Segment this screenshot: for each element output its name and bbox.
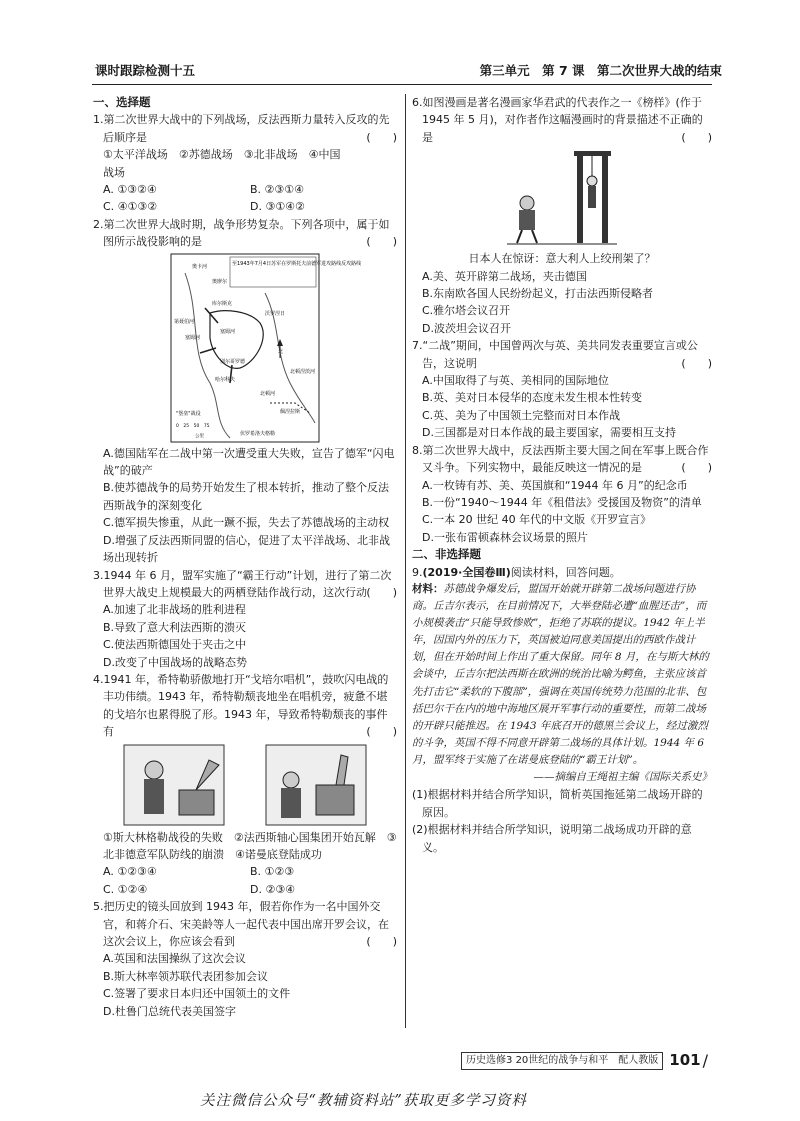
q1-option-c: C. ④①③②	[103, 200, 158, 214]
map-label-seim-river: 塞姆河	[185, 334, 201, 341]
question-1	[93, 111, 397, 215]
map-label-kursk: 库尔斯克	[212, 300, 233, 307]
q6-option-c: C.雅尔塔会议召开	[422, 304, 511, 318]
map-label-voronezh: 沃罗涅日	[265, 310, 286, 317]
footer-slash: /	[702, 1051, 708, 1071]
header-rule	[92, 84, 712, 85]
question-6	[412, 94, 712, 337]
q4-cartoon-1941	[124, 745, 224, 825]
left-column	[93, 94, 397, 1020]
question-3	[93, 567, 397, 671]
footer-book-title: 历史选修3 20世纪的战争与和平 配人教版	[461, 1052, 663, 1070]
map-label-penelas: 佩涅拉斯	[280, 408, 301, 415]
q7-stem: 7.“二战”期间，中国曾两次与英、美共同发表重要宣言或公告，这说明	[412, 339, 698, 370]
map-label-dnieper: 第聂伯河	[174, 318, 195, 325]
q1-option-d: D. ③①④②	[250, 200, 305, 214]
question-8	[412, 442, 712, 546]
q4-cartoon-pair	[103, 745, 387, 825]
map-label-oka: 奥卡河	[192, 263, 208, 270]
q9-material-label: 材料：	[412, 582, 444, 595]
q7-option-b: B.英、美对日本侵华的态度未发生根本性转变	[422, 391, 643, 405]
q6-option-d: D.波茨坦会议召开	[422, 321, 511, 335]
q2-option-c: C.德军损失惨重，从此一蹶不振，失去了苏德战场的主动权	[103, 516, 390, 530]
map-scale-unit: 公里	[195, 433, 204, 439]
map-scale: 0 25 50 75	[176, 423, 210, 429]
q6-answer-paren: ( )	[681, 130, 712, 144]
q4-stem: 4.1941 年，希特勒骄傲地打开“戈培尔唱机”，鼓吹闪电战的丰功伟绩。1943 年，希特勒颓丧地坐在唱机旁，疲惫不堪的戈培尔也累得脱了形。1943 年，导致希特勒颓丧的事件有	[93, 672, 389, 739]
q6-stem: 6.如图漫画是著名漫画家华君武的代表作之一《榜样》(作于 1945 年 5 月)，对作者作这幅漫画时的背景描述不正确的是	[412, 96, 703, 144]
map-north-label: 北	[278, 348, 284, 355]
q4-option-b: B. ①②③	[250, 865, 295, 879]
question-5	[93, 898, 397, 1020]
map-label-seim: 塞姆河	[220, 328, 236, 335]
q5-option-c: C.签署了要求日本归还中国领土的文件	[103, 987, 291, 1001]
q5-option-d: D.杜鲁门总统代表美国签字	[103, 1004, 236, 1018]
q2-answer-paren: ( )	[366, 235, 397, 249]
q6-cartoon	[502, 148, 622, 248]
q9-subquestion-2: (2)根据材料并结合所学知识，说明第二战场成功开辟的意义。	[412, 823, 692, 854]
q3-option-a: A.加速了北非战场的胜利进程	[103, 603, 246, 617]
map-label-citadel: "堡垒"战役	[176, 410, 201, 417]
question-2	[93, 216, 397, 567]
q7-option-d: D.三国都是对日本作战的最主要国家，需要相互支持	[422, 426, 676, 440]
q4-option-a: A. ①②③④	[103, 865, 157, 879]
q5-option-b: B.斯大林率领苏联代表团参加会议	[103, 969, 269, 983]
q9-source-tag: (2019·全国卷Ⅲ)	[422, 565, 511, 579]
q8-option-b: B.一份“1940～1944 年《租借法》受援国及物资”的清单	[422, 495, 702, 509]
q4-items: ①斯大林格勒战役的失败 ②法西斯轴心国集团开始瓦解 ③北非德意军队防线的崩溃 ④诺曼底登陆成功	[103, 830, 397, 861]
q6-option-b: B.东南欧各国人民纷纷起义，打击法西斯侵略者	[422, 287, 654, 301]
header-left-title: 课时跟踪检测十五	[95, 63, 196, 78]
q9-material-source: ——摘编自王绳祖主编《国际关系史》	[533, 770, 712, 783]
map-label-kharkov: 哈尔科夫	[215, 376, 236, 383]
column-divider	[405, 94, 406, 1028]
question-7	[412, 337, 712, 441]
q5-answer-paren: ( )	[366, 935, 397, 948]
q3-option-b: B.导致了意大利法西斯的溃灭	[103, 620, 247, 634]
q2-stem: 2.第二次世界大战时期，战争形势复杂。下列各项中，属于如图所示战役影响的是	[93, 217, 390, 249]
q7-option-a: A.中国取得了与英、美相同的国际地位	[422, 374, 609, 388]
q7-option-c: C.英、美为了中国领土完整而对日本作战	[422, 408, 621, 422]
kursk-battle-map	[170, 253, 362, 443]
q8-option-a: A.一枚铸有苏、美、英国旗和“1944 年 6 月”的纪念币	[422, 478, 688, 492]
map-label-donets-river: 北顿涅茨河	[290, 368, 316, 375]
right-column	[412, 94, 712, 856]
section-nonchoice-title: 二、非选择题	[412, 547, 481, 562]
q3-option-c: C.使法西斯德国处于夹击之中	[103, 638, 247, 652]
header-right-title: 第三单元 第 7 课 第二次世界大战的结束	[479, 63, 722, 78]
map-label-orel: 奥廖尔	[212, 278, 228, 285]
q6-option-a: A.美、英开辟第二战场，夹击德国	[422, 269, 587, 283]
q8-option-d: D.一张布雷顿森林会议场景的照片	[422, 530, 588, 544]
q7-answer-paren: ( )	[681, 356, 712, 370]
page-footer	[461, 1052, 708, 1070]
q1-answer-paren: ( )	[366, 130, 397, 144]
q8-answer-paren: ( )	[681, 461, 712, 475]
q4-answer-paren: ( )	[366, 725, 397, 739]
map-label-north-donets: 北顿河	[260, 390, 276, 397]
q4-cartoon-1943	[266, 745, 366, 825]
q3-option-d: D.改变了中国战场的战略态势	[103, 655, 247, 669]
q1-stem: 1.第二次世界大战中的下列战场，反法西斯力量转入反攻的先后顺序是	[93, 113, 390, 144]
page-number: 101	[669, 1051, 701, 1070]
q1-option-a: A. ①③②④	[103, 183, 157, 197]
q2-option-d: D.增强了反法西斯同盟的信心，促进了太平洋战场、北非战场出现转折	[103, 533, 390, 565]
question-9	[412, 564, 712, 856]
q9-number: 9.	[412, 565, 423, 579]
q2-option-a: A.德国陆军在二战中第一次遭受重大失败，宣告了德军“闪电战”的破产	[103, 446, 395, 478]
q4-option-c: C. ①②④	[103, 882, 148, 896]
q3-answer-paren: ( )	[366, 585, 397, 599]
q2-option-b: B.使苏德战争的局势开始发生了根本转折，推动了整个反法西斯战争的深刻变化	[103, 481, 390, 512]
map-label-belgorod: 别尔哥罗德	[220, 358, 246, 365]
q4-option-d: D. ②③④	[250, 882, 296, 896]
q3-stem: 3.1944 年 6 月，盟军实施了“霸王行动”计划，进行了第二次世界大战史上规模最大的两栖登陆作战行动，这次行动	[93, 568, 392, 599]
q9-subquestion-1: (1)根据材料并结合所学知识，简析英国拖延第二战场开辟的原因。	[412, 788, 703, 819]
q6-caption: 日本人在惊讶：意大利人上绞刑架了？	[468, 252, 656, 266]
handwritten-note: 关注微信公众号“教辅资料站”获取更多学习资料	[200, 1093, 527, 1109]
map-label-voroshilovgrad: 伏罗希洛夫格勒	[240, 430, 276, 437]
question-4	[93, 671, 397, 898]
q9-material-text: 苏德战争爆发后，盟国开始就开辟第二战场问题进行协商。丘吉尔表示，在目前情况下，大举登陆必遭“血腥还击”，而小规模袭击“只能导致惨败”，拒绝了苏联的提议。1942 年上半年，因国内外的压力下，英国被迫同意美国提出的西欧作战计划，但在开始时间上作出了重大保留。同年 8 月，在与斯大林的会谈中，丘吉尔把法西斯在欧洲的统治比喻为鳄鱼，主张应该首先打击它“柔软的下腹部”，强调在英国传统势力范围的北非、包括巴尔干在内的地中海地区展开军事行动的重要性，而第二战场的开辟只能推迟。在 1943 年底召开的德黑兰会议上，经过激烈的斗争，英国不得不同意开辟第二战场的具体计划。1944 年 6 月，盟军终于实施了在诺曼底登陆的“霸王计划”。	[412, 582, 709, 766]
section-choice-title: 一、选择题	[93, 95, 151, 109]
q5-stem: 5.把历史的镜头回放到 1943 年，假若你作为一名中国外交官，和蒋介石、宋美龄等人一起代表中国出席开罗会议，在这次会议上，你应该会看到	[93, 900, 389, 948]
q8-stem: 8.第二次世界大战中，反法西斯主要大国之间在军事上既合作又斗争。下列实物中，最能反映这一情况的是	[412, 443, 709, 475]
q9-stem: 阅读材料，回答问题。	[510, 565, 621, 579]
q1-items-cont: 战场	[103, 165, 125, 179]
q1-items: ①太平洋战场 ②苏德战场 ③北非战场 ④中国	[103, 148, 341, 162]
q5-option-a: A.英国和法国操纵了这次会议	[103, 952, 246, 966]
q9-material	[412, 581, 712, 769]
map-legend-text: 至1943年7月4日苏军在罗斯托夫前德军进攻路线反攻路线	[232, 260, 362, 267]
q1-option-b: B. ②③①④	[250, 183, 304, 197]
q8-option-c: C.一本 20 世纪 40 年代的中文版《开罗宣言》	[422, 513, 652, 527]
